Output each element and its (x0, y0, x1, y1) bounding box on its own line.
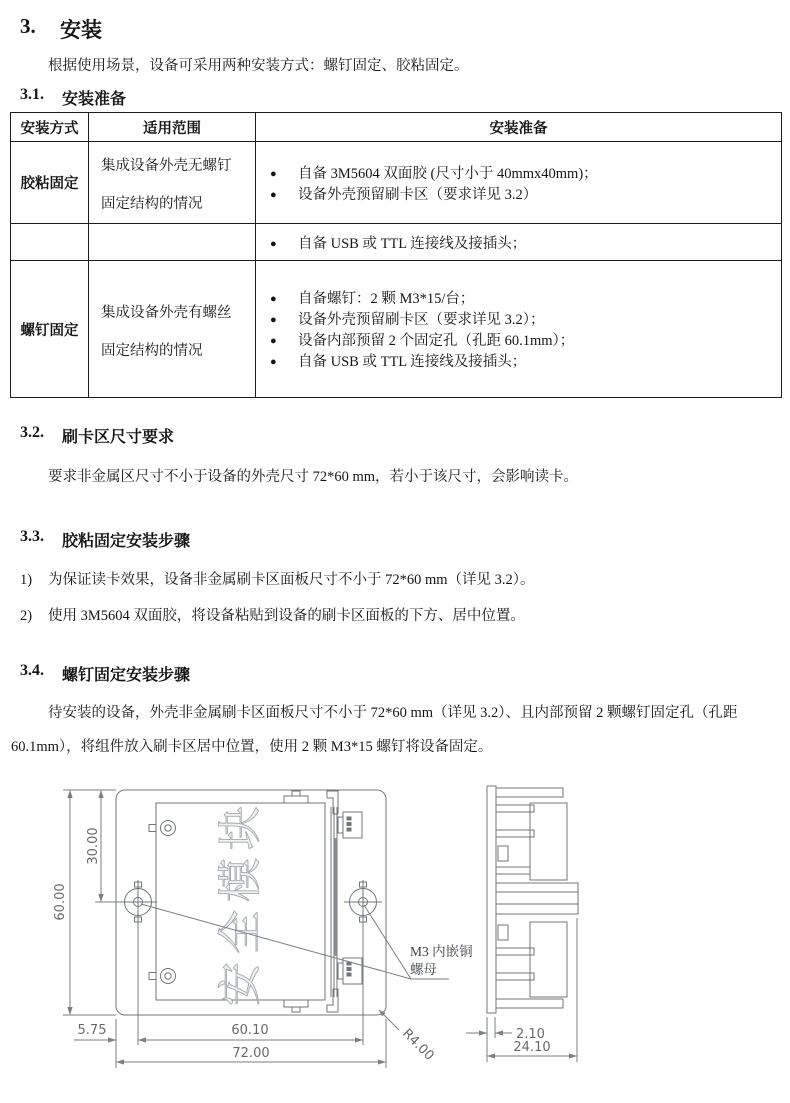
bullet-icon: ● (270, 335, 277, 347)
nut-label-line2: 螺母 (410, 962, 437, 977)
section-34-heading (20, 662, 190, 685)
pcb-screw-hole-bottom (149, 969, 176, 984)
bullet-text: 自备 USB 或 TTL 连接线及接插头； (298, 235, 527, 252)
bullet-item (256, 308, 781, 329)
bullet-text: 自备 USB 或 TTL 连接线及接插头； (298, 354, 527, 370)
bullet-item (256, 329, 781, 350)
bullet-item (256, 232, 781, 253)
section-31-title: 安装准备 (62, 91, 127, 108)
mount-hole-right (344, 880, 382, 924)
section-34-title: 螺钉固定安装步骤 (62, 667, 191, 684)
dim-width-total: 72.00 (232, 1046, 270, 1061)
dimension-labels (53, 827, 551, 1063)
dimensions (63, 790, 577, 1068)
dim-flange-thickness: 2.10 (516, 1027, 545, 1042)
dim-corner-radius: R4.00 (399, 1026, 437, 1064)
section-34-number: 3.4. (20, 662, 44, 679)
dim-depth-total: 24.10 (513, 1040, 551, 1055)
scope-cell (89, 142, 256, 224)
section-32-number: 3.2. (20, 424, 44, 441)
bullet-item (256, 162, 781, 183)
scope-text: 集成设备外壳有螺丝固定结构的情况 (101, 304, 232, 359)
section-3-heading (20, 14, 102, 44)
nut-label-line1: M3 内嵌铜 (410, 944, 473, 959)
table-header-row (11, 113, 782, 142)
install-prep-table (10, 112, 782, 398)
flange-plate (487, 786, 496, 1013)
header-install-method: 安装方式 (11, 113, 89, 142)
bottom-tab (284, 1000, 308, 1012)
top-tab (284, 791, 308, 803)
list-item-text: 使用 3M5604 双面胶，将设备粘贴到设备的刷卡区面板的下方、居中位置。 (48, 608, 525, 624)
body-middle-bar (496, 883, 578, 914)
header-scope: 适用范围 (89, 113, 256, 142)
connector-strip (331, 807, 337, 997)
table-row (11, 224, 782, 261)
section-31-heading (20, 86, 126, 109)
bullet-icon: ● (270, 188, 277, 201)
scope-cell (89, 224, 256, 261)
section-31-number: 3.1. (20, 86, 44, 103)
bullet-icon: ● (270, 314, 277, 326)
screw-mount-paragraph: 待安装的设备，外壳非金属刷卡区面板尺寸不小于 72*60 mm（详见 3.2）、且内部预留 2 颗螺钉固定孔（孔距 60.1mm），将组件放入刷卡区居中位置，使用 2 颗 M3*15 螺钉将设备固定。 (11, 705, 738, 755)
bullet-icon: ● (270, 293, 277, 305)
prep-cell (256, 224, 782, 261)
table-row (11, 261, 782, 398)
dim-height-total: 60.00 (53, 883, 68, 921)
scope-cell (89, 261, 256, 398)
bullet-icon: ● (270, 167, 277, 180)
intro-paragraph: 根据使用场景，设备可采用两种安装方式：螺钉固定、胶粘固定。 (48, 58, 469, 74)
prep-cell (256, 261, 782, 398)
section-32-title: 刷卡区尺寸要求 (62, 429, 175, 446)
installation-drawing (0, 772, 790, 1103)
bullet-item (256, 350, 781, 371)
header-preparation: 安装准备 (256, 113, 782, 142)
bullet-text: 设备外壳预留刷卡区（要求详见 3.2）； (298, 312, 545, 328)
top-hook (327, 791, 338, 814)
bullet-icon: ● (270, 356, 277, 368)
method-cell: 胶粘固定 (11, 142, 89, 224)
prep-cell (256, 142, 782, 224)
bullet-text: 设备内部预留 2 个固定孔（孔距 60.1mm）； (298, 333, 575, 349)
bullet-item (256, 287, 781, 308)
list-item (20, 604, 525, 625)
section-3-title: 安装 (60, 18, 102, 42)
bottom-hook (327, 989, 338, 1012)
section-32-heading (20, 424, 174, 447)
scope-text: 集成设备外壳无螺钉固定结构的情况 (101, 158, 232, 212)
body-block-top (530, 803, 567, 880)
dim-edge-to-hole: 5.75 (77, 1023, 107, 1038)
dim-hole-offset-top: 30.00 (86, 827, 101, 865)
section-33-number: 3.3. (20, 528, 44, 545)
body-block-bottom (530, 922, 567, 997)
list-item-text: 为保证读卡效果，设备非金属刷卡区面板尺寸不小于 72*60 mm（详见 3.2）。 (48, 572, 535, 588)
list-item-number: 1) (20, 572, 33, 588)
bullet-text: 设备外壳预留刷卡区（要求详见 3.2） (298, 186, 538, 203)
side-view (487, 786, 578, 1013)
bullet-text: 自备 3M5604 双面胶 (尺寸小于 40mmx40mm)； (298, 165, 598, 182)
nut-callout (141, 904, 473, 979)
bullet-icon: ● (270, 237, 277, 250)
method-cell (11, 224, 89, 261)
mount-hole-left (119, 880, 157, 924)
list-item-number: 2) (20, 608, 33, 624)
pcb-screw-hole-top (149, 821, 176, 836)
section-33-heading (20, 528, 190, 551)
dim-hole-spacing: 60.10 (231, 1023, 269, 1038)
front-view (116, 790, 386, 1015)
module-silkscreen-text: 安全模块 (215, 798, 266, 1006)
bullet-item (256, 183, 781, 204)
connector-top (338, 812, 362, 838)
section-3-number: 3. (20, 14, 36, 38)
list-item (20, 568, 535, 589)
method-cell: 螺钉固定 (11, 261, 89, 398)
card-area-paragraph: 要求非金属区尺寸不小于设备的外壳尺寸 72*60 mm，若小于该尺寸，会影响读卡。 (48, 469, 579, 485)
section-33-title: 胶粘固定安装步骤 (62, 533, 191, 550)
table-row (11, 142, 782, 224)
bullet-text: 自备螺钉：2 颗 M3*15/台； (298, 291, 475, 307)
